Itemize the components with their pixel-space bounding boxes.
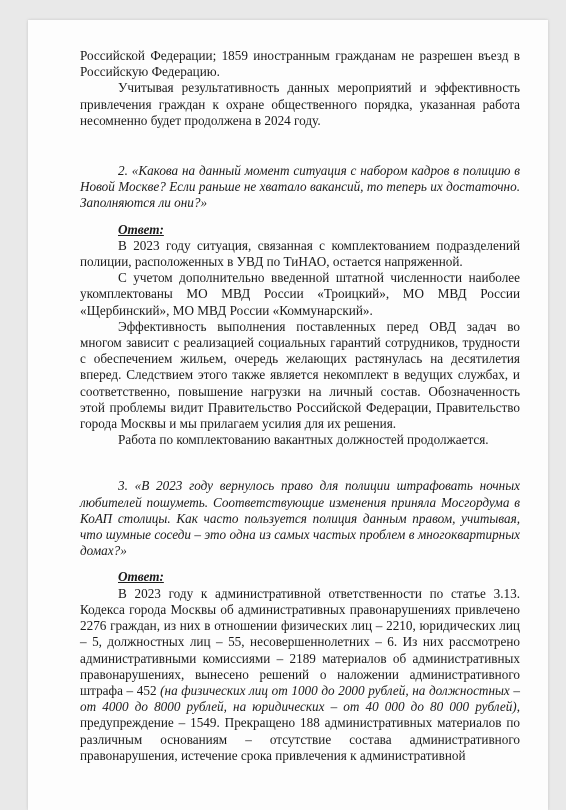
q3-fine-amounts: (на физических лиц от 1000 до 2000 рублей, на должностных – от 4000 до 8000 рублей, на юридических – от 40 000 до 80 000 рублей) (80, 682, 520, 715)
q2-paragraph-4: Работа по комплектованию вакантных должностей продолжается. (118, 432, 489, 448)
question-3: 3. «В 2023 году вернулось право для полиции штрафовать ночных любителей пошуметь. Соответствующие изменения приняла Мосгордума в КоАП столицы. Как часто пользуется полиция данным правом, учитывая, что шумные соседи – это одна из самых частых проблем в многоквартирных домах?» (80, 478, 520, 559)
q3-text-c: , предупреждение – 1549. Прекращено 188 административных материалов по различным основаниям – отсутствие состава административного правонарушения, истечение срока привлечения к административной (80, 699, 520, 763)
q2-paragraph-1: В 2023 году ситуация, связанная с комплектованием подразделений полиции, расположенных в УВД по ТиНАО, остается напряженной. (80, 237, 520, 270)
answer-label-3: Ответ: (118, 569, 164, 585)
q3-paragraph-1 (80, 586, 520, 764)
document-page (28, 20, 548, 810)
intro-paragraph-1: Российской Федерации; 1859 иностранным гражданам не разрешен въезд в Российскую Федерацию. (80, 48, 520, 80)
document-body (80, 48, 520, 764)
answer-label-2: Ответ: (118, 221, 164, 237)
q2-paragraph-3: Эффективность выполнения поставленных перед ОВД задач во многом зависит с реализацией социальных гарантий сотрудников, трудности с обеспечением жильем, очередь желающих растянулась на десятилетия вперед. Следствием этого также является некомплект в ведущих службах, и соответственно, повышение нагрузки на личный состав. Обозначенность этой проблемы видит Правительство Российской Федерации, Правительство города Москвы и мы прилагаем усилия для их решения. (80, 318, 520, 432)
intro-paragraph-2: Учитывая результативность данных мероприятий и эффективность привлечения граждан к охране общественного порядка, указанная работа несомненно будет продолжена в 2024 году. (80, 80, 520, 128)
q2-paragraph-2: С учетом дополнительно введенной штатной численности наиболее укомплектованы МО МВД России «Троицкий», МО МВД России «Щербинский», МО МВД России «Коммунарский». (80, 270, 520, 318)
q3-text-a: В 2023 году к административной ответственности по статье 3.13. Кодекса города Москвы об административных правонарушениях привлечено 2276 граждан, из них в отношении физических лиц – 2210, юридических лиц – 5, должностных лиц – 55, несовершеннолетних – 6. Из них рассмотрено административными комиссиями – 2189 материалов об административных правонарушениях, вынесено решений о наложении административного штрафа – 452 (80, 585, 520, 698)
question-2: 2. «Какова на данный момент ситуация с набором кадров в полицию в Новой Москве? Если раньше не хватало вакансий, то теперь их достаточно. Заполняются ли они?» (80, 163, 520, 211)
